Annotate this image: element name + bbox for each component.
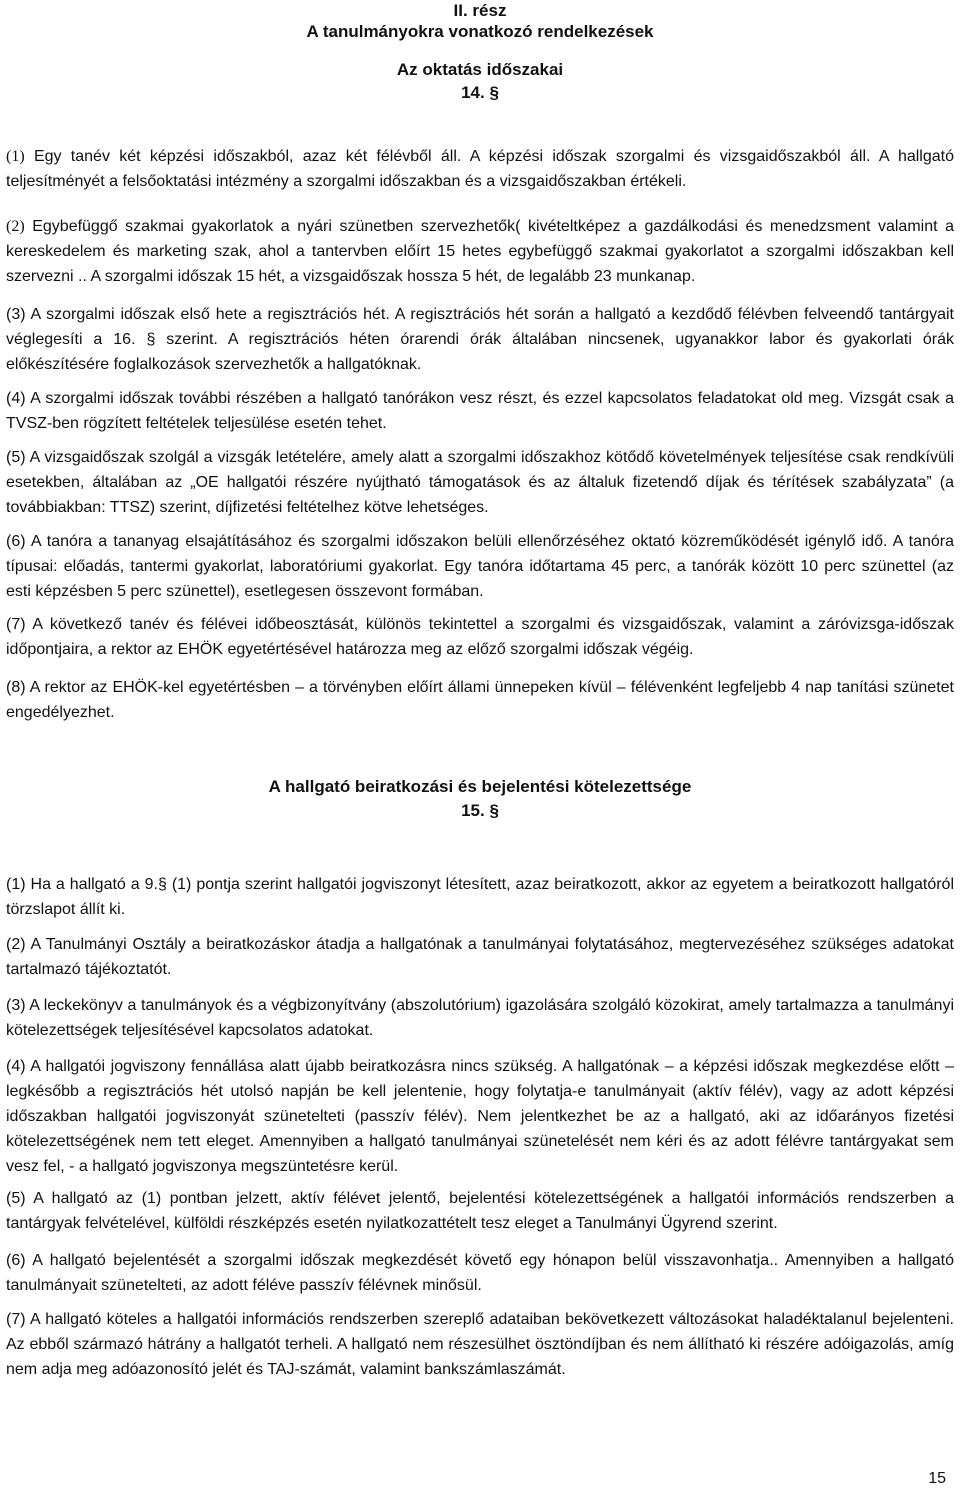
paragraph-15-3: (3) A leckekönyv a tanulmányok és a végbizonyítvány (abszolutórium) igazolására szolgáló közokirat, amely tartalmazza a tanulmányi kötelezettségek teljesítésével kapcsolatos adatokat. xyxy=(6,997,954,1039)
paragraph-14-5: (5) A vizsgaidőszak szolgál a vizsgák letételére, amely alatt a szorgalmi időszakhoz kötődő követelmények teljesítése csak rendkívüli esetekben, általában az „OE hallgatói részére nyújtható támogatások és az általuk fizetendő díjak és térítések szabályzata” (a továbbiakban: TTSZ) szerint, díjfizetési feltételhez kötve lehetséges. xyxy=(6,449,954,516)
section-number: 15. § xyxy=(461,801,499,820)
paragraph-15-5: (5) A hallgató az (1) pontban jelzett, aktív félévet jelentő, bejelentési kötelezettségének a hallgatói információs rendszerben a tantárgyak felvételével, külföldi részképzés esetén nyilatkozattételt tesz eleget a Tanulmányi Ügyrend szerint. xyxy=(6,1190,954,1232)
part-title: A tanulmányokra vonatkozó rendelkezések xyxy=(306,22,654,41)
paragraph-14-8: (8) A rektor az EHÖK-kel egyetértésben – a törvényben előírt állami ünnepeken kívül – félévenként legfeljebb 4 nap tanítási szünetet engedélyezhet. xyxy=(6,679,954,721)
paragraph-14-6: (6) A tanóra a tananyag elsajátításához és szorgalmi időszakon belüli ellenőrzéséhez oktató közreműködését igénylő idő. A tanóra típusai: előadás, tantermi gyakorlat, laboratóriumi gyakorlat. Egy tanóra időtartama 45 perc, a tanórák között 10 perc szünettel (az esti képzésben 5 perc szünettel), esetlegesen összevont formában. xyxy=(6,533,954,600)
paragraph-14-7: (7) A következő tanév és félévei időbeosztását, különös tekintettel a szorgalmi és vizsgaidőszak, valamint a záróvizsga-időszak időpontjaira, a rektor az EHÖK egyetértésével határozza meg az előző szorgalmi időszak végéig. xyxy=(6,616,954,658)
section-title: A hallgató beiratkozási és bejelentési kötelezettsége xyxy=(268,777,692,796)
paragraph-15-2: (2) A Tanulmányi Osztály a beiratkozáskor átadja a hallgatónak a tanulmányai folytatásához, megtervezéséhez szükséges adatokat tartalmazó tájékoztatót. xyxy=(6,936,954,978)
page-number: 15 xyxy=(928,1470,946,1487)
paragraph-15-6: (6) A hallgató bejelentését a szorgalmi időszak megkezdését követő egy hónapon belül visszavonhatja.. Amennyiben a hallgató tanulmányait szünetelteti, az adott féléve passzív félévnek minősül. xyxy=(6,1252,954,1294)
section-15-heading xyxy=(0,776,960,821)
section-title: Az oktatás időszakai xyxy=(396,60,564,79)
part-label: II. rész xyxy=(453,1,507,20)
paragraph-number: (1) xyxy=(6,148,25,165)
paragraph-14-3: (3) A szorgalmi időszak első hete a regisztrációs hét. A regisztrációs hét során a hallgató a kezdődő félévben felveendő tantárgyait véglegesíti a 16. § szerint. A regisztrációs héten órarendi órák általában nincsenek, ugyanakkor labor és gyakorlati órák előkészítésére foglalkozások szervezhetők a hallgatóknak. xyxy=(6,306,954,373)
paragraph-15-7: (7) A hallgató köteles a hallgatói információs rendszerben szereplő adataiban bekövetkezett változásokat haladéktalanul bejelenteni. Az ebből származó hátrány a hallgatót terheli. A hallgató nem részesülhet ösztöndíjban és nem állítható ki részére adóigazolás, amíg nem adja meg adóazonosító jelét és TAJ-számát, valamint bankszámlaszámát. xyxy=(6,1311,954,1378)
paragraph-14-1 xyxy=(6,144,954,194)
paragraph-text: Egybefüggő szakmai gyakorlatok a nyári szünetben szervezhetők( kivételtképez a gazdálkodási és menedzsment valamint a kereskedelem és marketing szak, ahol a tantervben előírt 15 hetes egybefüggő szakmai gyakorlatot a szorgalmi időszakban kell szervezni .. A szorgalmi időszak 15 hét, a vizsgaidőszak hossza 5 hét, de legalább 23 munkanap. xyxy=(6,218,954,285)
paragraph-15-4: (4) A hallgatói jogviszony fennállása alatt újabb beiratkozásra nincs szükség. A hallgatónak – a képzési időszak megkezdése előtt – legkésőbb a regisztrációs hét utolsó napján be kell jelentenie, hogy folytatja-e tanulmányait (aktív félév), vagy az adott képzési időszakban hallgatói jogviszonyát szünetelteti (passzív félév). Nem jelentkezhet be az a hallgató, aki az időarányos fizetési kötelezettségének nem tett eleget. Amennyiben a hallgató tanulmányai szünetelését nem kéri és az adott félévre tantárgyakat sem vesz fel, - a hallgató jogviszonya megszüntetésre kerül. xyxy=(6,1058,954,1175)
paragraph-15-1: (1) Ha a hallgató a 9.§ (1) pontja szerint hallgatói jogviszonyt létesített, azaz beiratkozott, akkor az egyetem a beiratkozott hallgatóról törzslapot állít ki. xyxy=(6,876,954,918)
section-number: 14. § xyxy=(461,83,499,102)
paragraph-text: Egy tanév két képzési időszakból, azaz két félévből áll. A képzési időszak szorgalmi és vizsgaidőszakból áll. A hallgató teljesítményét a felsőoktatási intézmény a szorgalmi időszakban és a vizsgaidőszakban értékeli. xyxy=(6,148,954,190)
paragraph-14-2 xyxy=(6,214,954,289)
paragraph-14-4: (4) A szorgalmi időszak további részében a hallgató tanórákon vesz részt, és ezzel kapcsolatos feladatokat old meg. Vizsgát csak a TVSZ-ben rögzített feltételek teljesülése esetén tehet. xyxy=(6,390,954,432)
paragraph-number: (2) xyxy=(6,218,25,235)
